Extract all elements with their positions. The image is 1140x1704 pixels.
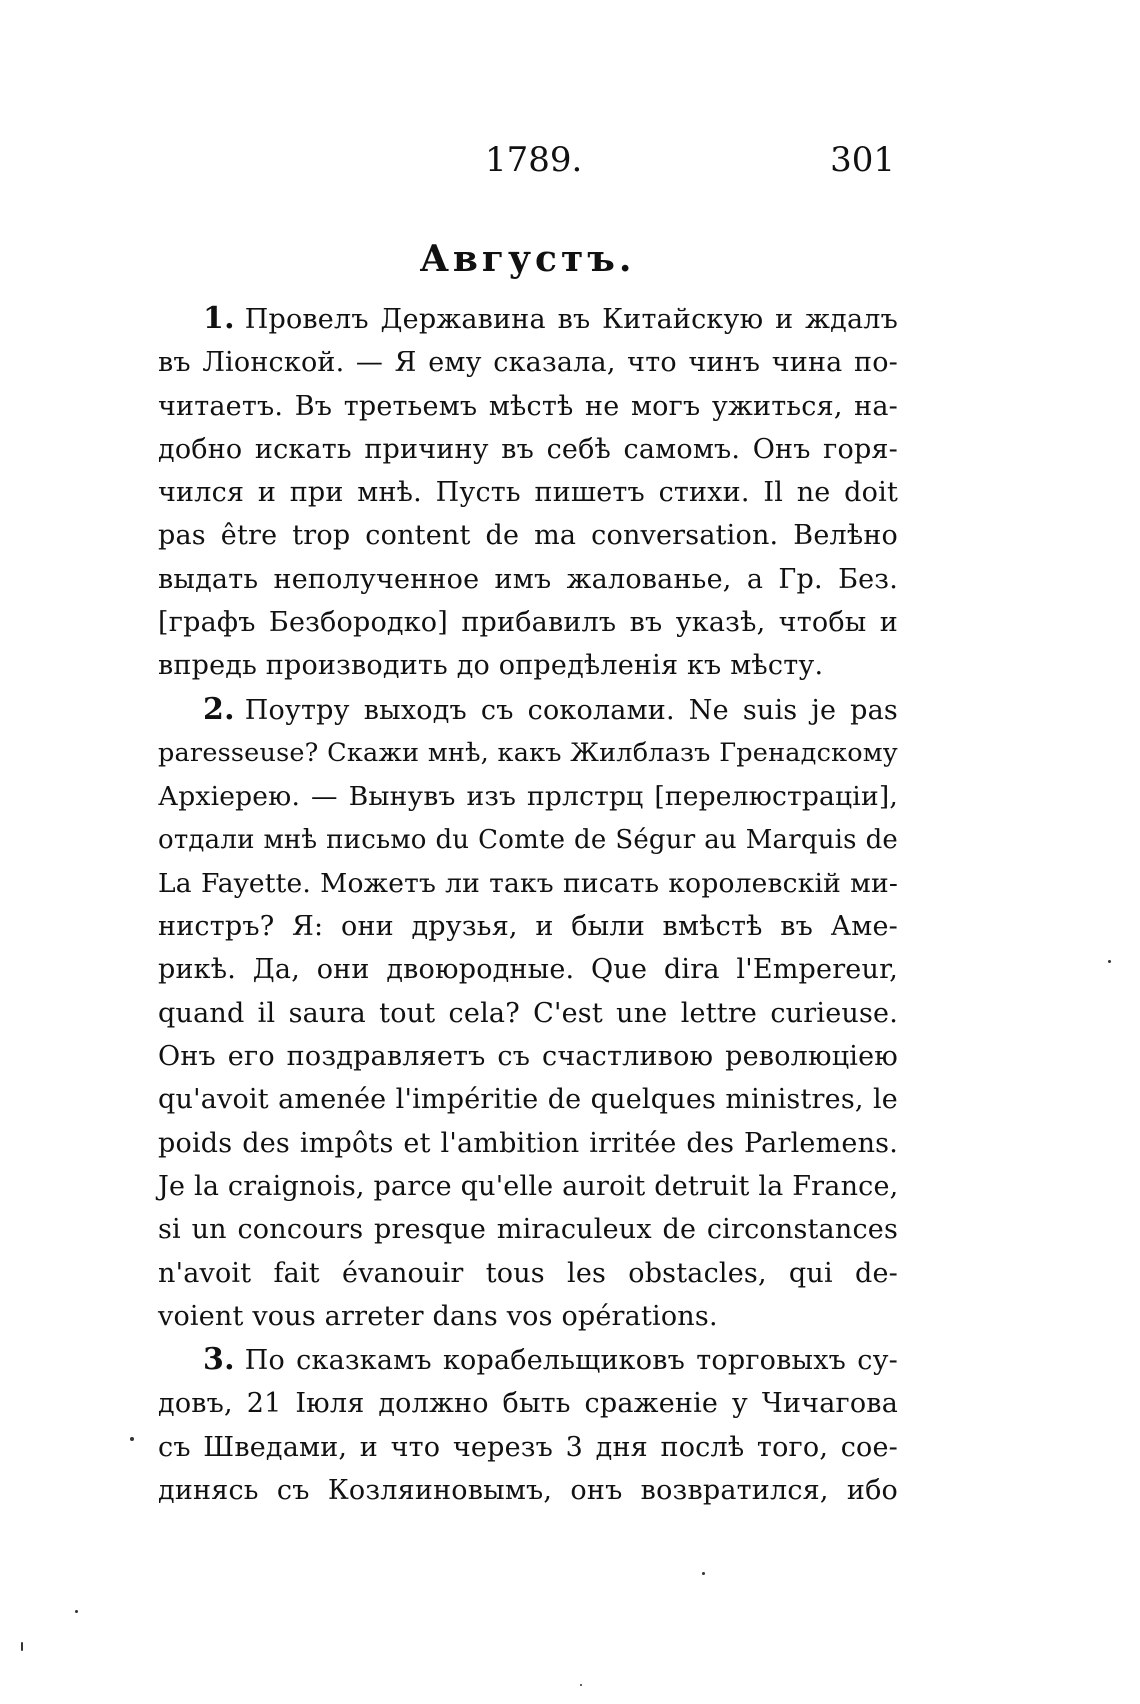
paragraph-line: чился и при мнѣ. Пусть пишетъ стихи. Il ne doit [158, 477, 898, 509]
scan-speck [702, 1572, 705, 1575]
scan-speck [21, 1642, 23, 1651]
paragraph-line: отдали мнѣ письмо du Comte de Ségur au Marquis de [158, 824, 898, 855]
paragraph-line: Архіерею. — Вынувъ изъ прлстрц [перелюстраціи], [158, 781, 898, 813]
paragraph-line: добно искать причину въ себѣ самомъ. Онъ горя- [158, 433, 898, 465]
paragraph-line: paresseuse? Скажи мнѣ, какъ Жилблазъ Гренадскому [158, 737, 898, 768]
paragraph-line: читаетъ. Въ третьемъ мѣстѣ не могъ ужиться, на- [158, 390, 898, 422]
paragraph-line: 1. Провелъ Державина въ Китайскую и ждалъ [203, 301, 898, 336]
paragraph-line: 2. Поутру выходъ съ соколами. Ne suis je pas [203, 691, 898, 727]
scan-speck [75, 1610, 78, 1613]
paragraph-line: pas être trop content de ma conversation. Велѣно [158, 520, 898, 552]
paragraph-line: si un concours presque miraculeux de circonstances [158, 1214, 898, 1246]
paragraph-line: qu'avoit amenée l'impéritie de quelques ministres, le [158, 1084, 898, 1116]
paragraph-line: [графъ Безбородко] прибавилъ въ указѣ, чтобы и [158, 607, 898, 639]
paragraph-line: динясь съ Козляиновымъ, онъ возвратился, ибо [158, 1475, 898, 1507]
paragraph-2 [158, 688, 898, 1338]
paragraph-line: 3. По сказкамъ корабельщиковъ торговыхъ су- [203, 1342, 898, 1378]
running-head [160, 140, 895, 190]
paragraph-number: 1. [203, 301, 235, 336]
header-year: 1789. [485, 140, 583, 180]
page-number: 301 [830, 140, 895, 180]
paragraph-3 [158, 1338, 898, 1512]
scan-speck [580, 1684, 582, 1686]
paragraph-line: n'avoit fait évanouir tous les obstacles, qui de- [158, 1257, 898, 1289]
paragraph-line: впредь производить до опредѣленія къ мѣсту. [158, 650, 824, 682]
paragraph-line: съ Шведами, и что черезъ 3 дня послѣ того, сое- [158, 1431, 898, 1463]
body-text [158, 297, 898, 1512]
paragraph-line: voient vous arreter dans vos opérations. [158, 1300, 718, 1332]
scan-speck [1108, 960, 1111, 963]
paragraph-line: La Fayette. Можетъ ли такъ писать королевскій ми- [158, 867, 898, 899]
paragraph-line: poids des impôts et l'ambition irritée des Parlemens. [158, 1127, 898, 1159]
paragraph-line: Je la craignois, parce qu'elle auroit detruit la France, [158, 1170, 899, 1202]
paragraph-number: 3. [203, 1342, 235, 1378]
section-title: Августъ. [419, 238, 636, 280]
paragraph-line: въ Ліонской. — Я ему сказала, что чинъ чина по- [158, 347, 898, 379]
paragraph-line: Онъ его поздравляетъ съ счастливою революціею [158, 1041, 898, 1073]
paragraph-line: quand il saura tout cela? C'est une lettre curieuse. [158, 997, 898, 1029]
paragraph-number: 2. [203, 691, 235, 727]
paragraph-line: нистръ? Я: они друзья, и были вмѣстѣ въ Аме- [158, 911, 898, 943]
paragraph-line: рикѣ. Да, они двоюродные. Que dira l'Empereur, [158, 954, 898, 986]
scan-speck [130, 1437, 134, 1441]
paragraph-1 [158, 297, 898, 688]
paragraph-line: довъ, 21 Іюля должно быть сраженіе у Чичагова [158, 1388, 898, 1420]
paragraph-line: выдать неполученное имъ жалованье, а Гр. Без. [158, 563, 898, 595]
